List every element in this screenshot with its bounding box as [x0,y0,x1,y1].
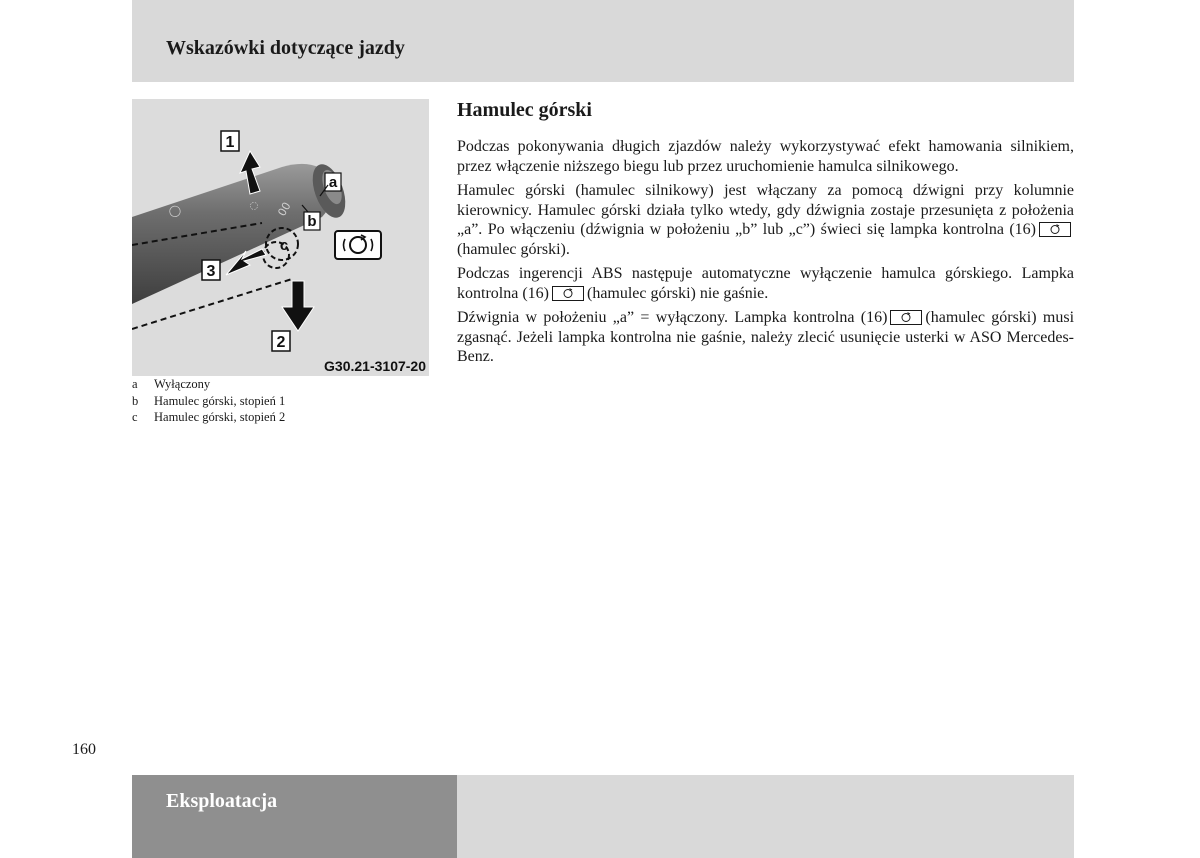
page-number: 160 [72,741,96,758]
section-title: Hamulec górski [457,99,592,121]
paragraph: Podczas pokonywania długich zjazdów należy wykorzystywać efekt hamowania silnikiem, przez włączenie niższego biegu lub przez uruchomienie hamulca silnikowego. [457,138,1074,175]
svg-text:◌: ◌ [247,199,261,213]
position-label-c: c [279,237,289,254]
warning-lamp-icon [1039,222,1071,237]
position-label-a: a [328,174,338,191]
legend-letter: c [132,410,138,424]
warning-lamp-icon [552,286,584,301]
legend-item [132,393,429,410]
paragraph: Hamulec górski (hamulec silnikowy) jest włączany za pomocą dźwigni przy kolumnie kierownicy. Hamulec górski działa tylko wtedy, gdy dźwignia zostaje przesunięta z położenia „a”. Po włączeniu (dźwignia w położeniu „b” lub „c”) świeci się lampka kontrolna (16) (hamulec górski). [457,182,1074,258]
hill-descent-brake-icon [335,231,381,259]
chapter-title: Wskazówki dotyczące jazdy [166,37,405,59]
arrow-label-3: 3 [206,263,216,280]
stalk-illustration [132,99,429,376]
footer-band [457,775,1074,858]
legend-item [132,376,429,393]
footer-section-tab [132,775,457,858]
position-label-b: b [307,213,317,230]
warning-lamp-icon [890,310,922,325]
svg-text:◯: ◯ [166,202,183,219]
footer-label: Eksploatacja [166,790,278,812]
legend-letter: a [132,377,138,391]
arrow-label-2: 2 [276,334,286,351]
legend-text: Wyłączony [154,377,211,391]
arrow-label-1: 1 [225,134,235,151]
arrow-2 [282,281,314,331]
legend-text: Hamulec górski, stopień 2 [154,410,286,424]
legend-letter: b [132,393,139,408]
figure-legend [132,376,429,426]
main-text [457,97,1074,372]
header-band [132,0,1074,82]
legend-text: Hamulec górski, stopień 1 [154,393,286,408]
paragraph: Dźwignia w położeniu „a” = wyłączony. Lampka kontrolna (16) (hamulec górski) musi zgasnąć. Jeżeli lampka kontrolna nie gaśnie, należy zlecić usunięcie usterki w ASO Mercedes-Benz. [457,309,1075,365]
svg-text:00: 00 [275,199,294,219]
paragraph: Podczas ingerencji ABS następuje automatyczne wyłączenie hamulca górskiego. Lampka kontrolna (16) (hamulec górski) nie gaśnie. [457,265,1074,302]
legend-item [132,409,429,426]
figure-code: G30.21-3107-20 [324,358,426,374]
